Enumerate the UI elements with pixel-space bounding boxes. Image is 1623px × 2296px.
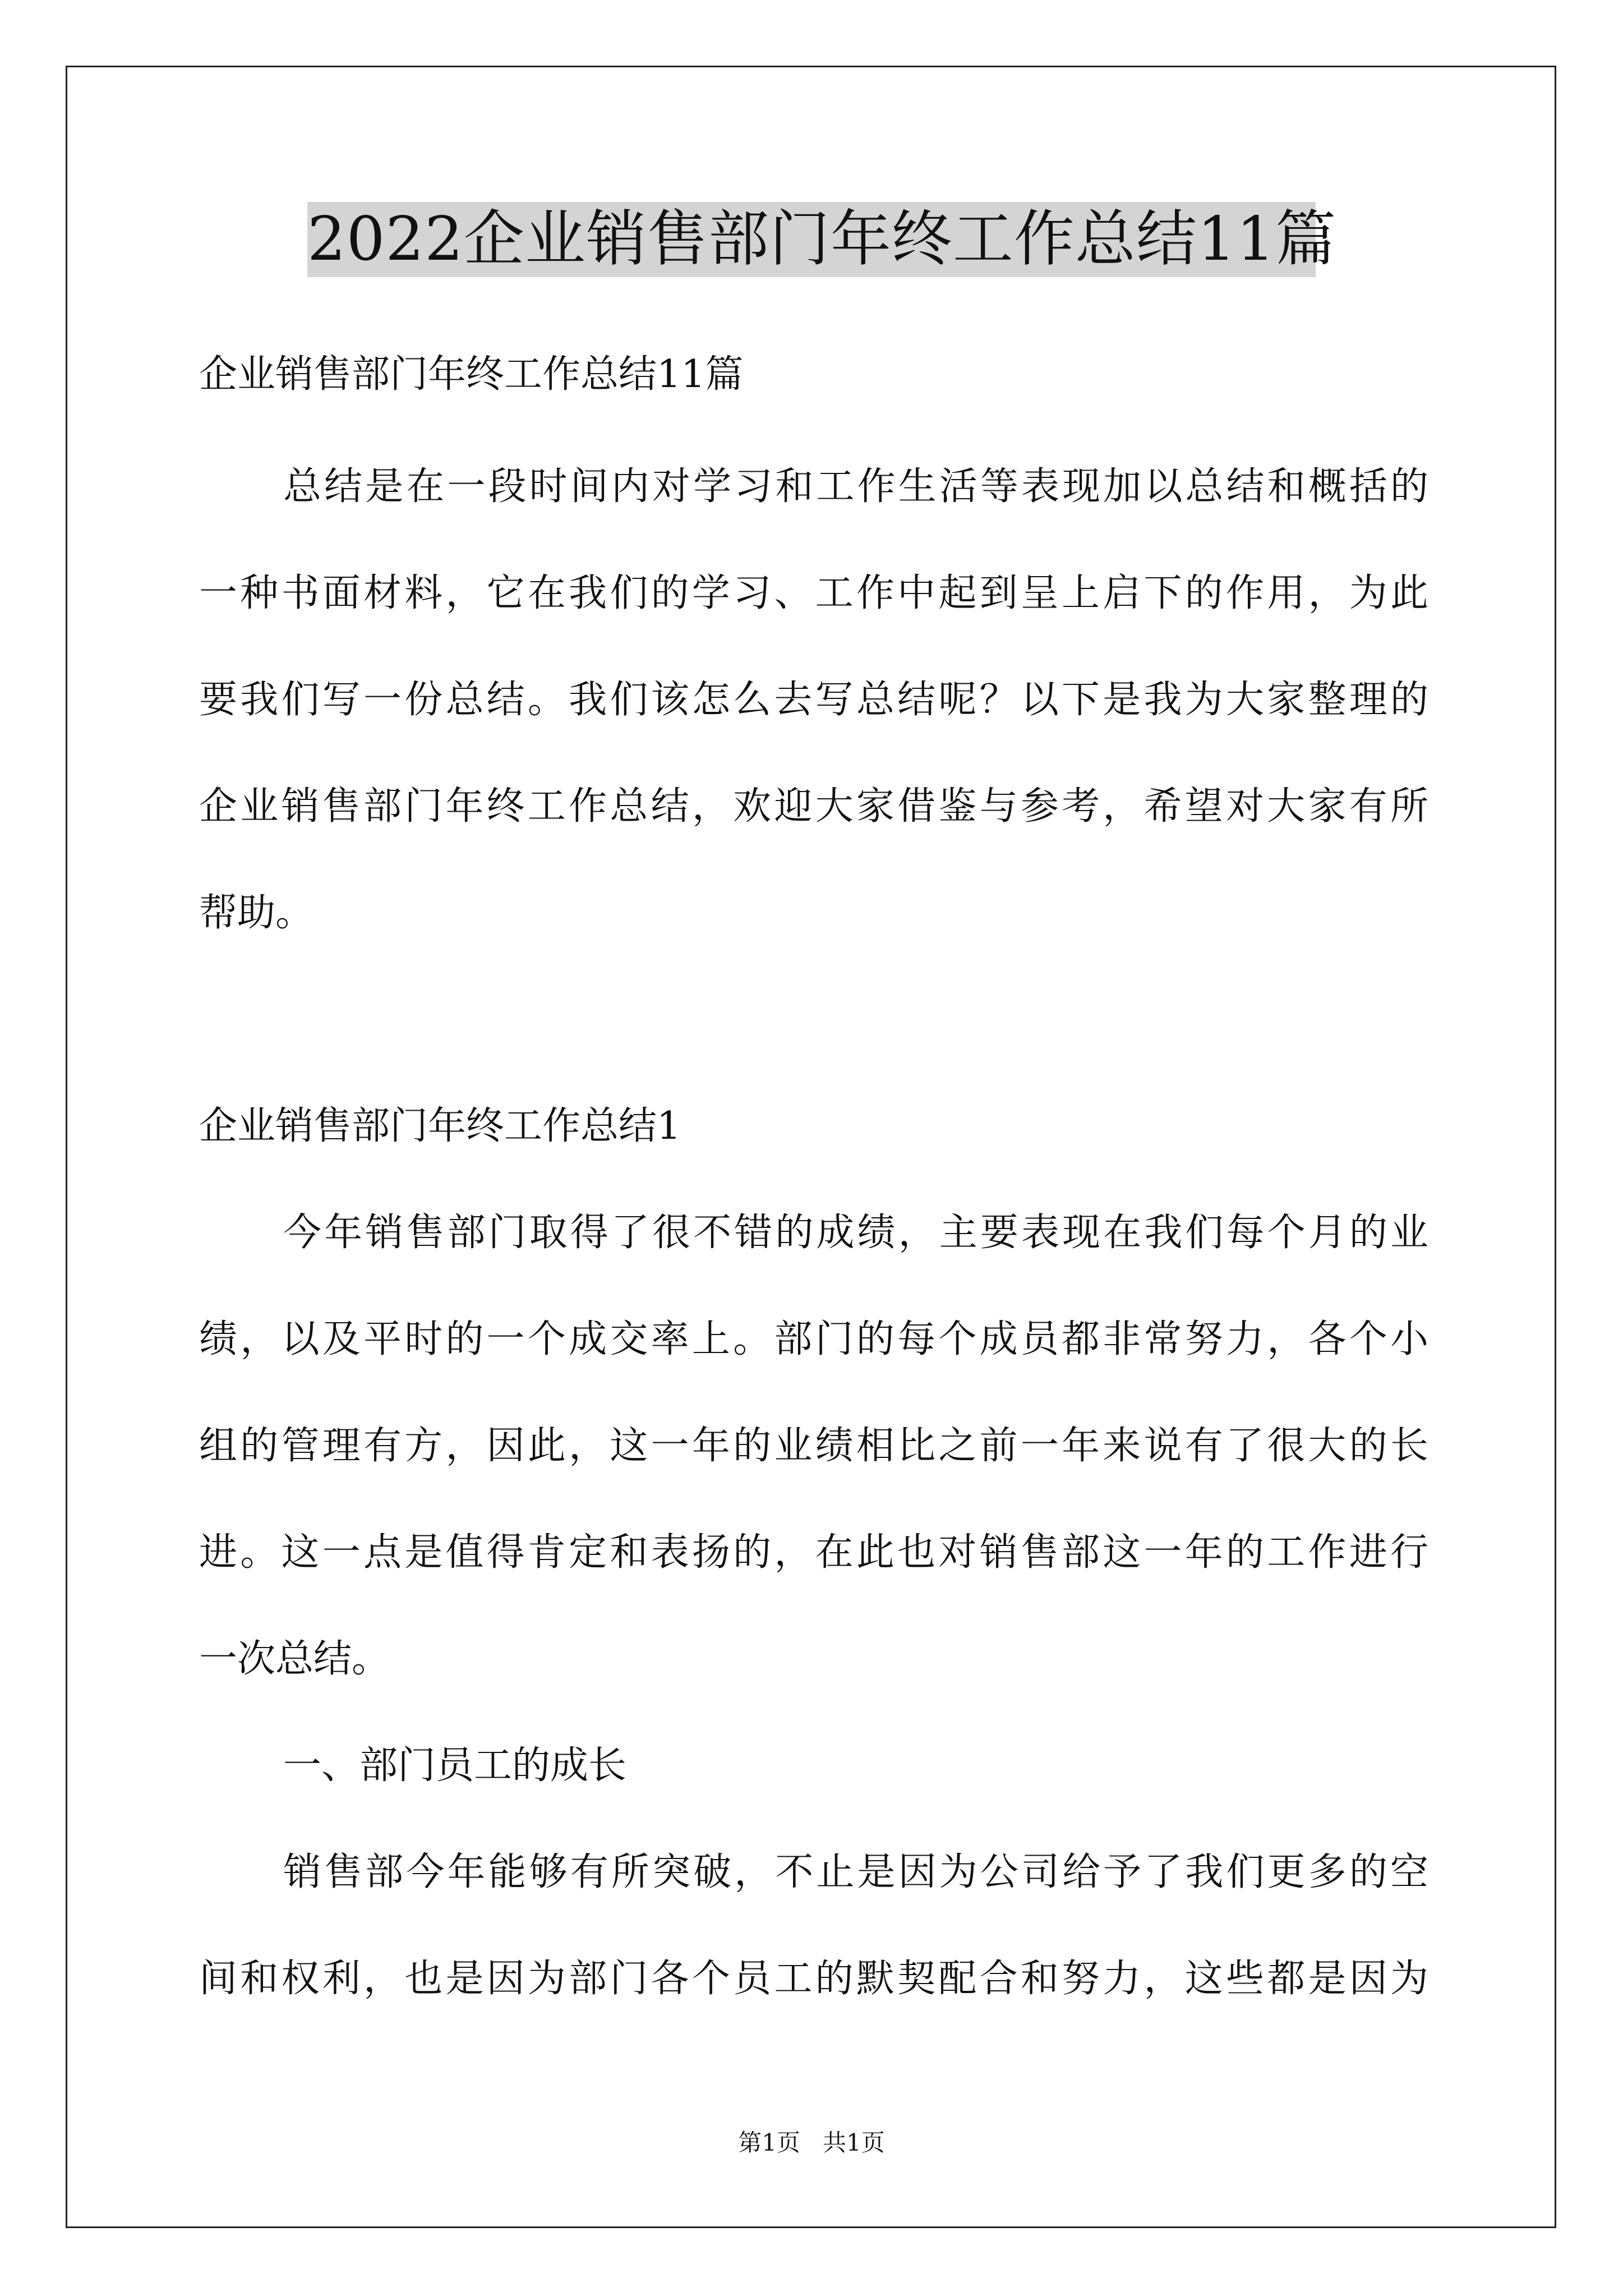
intro-line: 要我们写一份总结。我们该怎么去写总结呢？以下是我为大家整理的 [199,678,1428,722]
body-line: 销售部今年能够有所突破，不止是因为公司给予了我们更多的空 [283,1850,1428,1894]
intro-line: 帮助。 [199,891,314,935]
document-title: 2022企业销售部门年终工作总结11篇 [307,202,1316,277]
intro-line: 一种书面材料，它在我们的学习、工作中起到呈上启下的作用，为此 [199,571,1428,615]
body-line: 一次总结。 [199,1637,390,1681]
intro-line: 总结是在一段时间内对学习和工作生活等表现加以总结和概括的 [283,464,1428,509]
page-footer: 第1页 共1页 [738,2129,885,2156]
subsection-heading: 一、部门员工的成长 [283,1743,627,1788]
body-line: 今年销售部门取得了很不错的成绩，主要表现在我们每个月的业 [283,1211,1428,1255]
document-subtitle: 企业销售部门年终工作总结11篇 [199,352,744,397]
body-line: 进。这一点是值得肯定和表扬的，在此也对销售部这一年的工作进行 [199,1530,1428,1575]
body-line: 间和权利，也是因为部门各个员工的默契配合和努力，这些都是因为 [199,1957,1428,2001]
body-line: 组的管理有方，因此，这一年的业绩相比之前一年来说有了很大的长 [199,1424,1428,1468]
section-heading: 企业销售部门年终工作总结1 [199,1104,681,1148]
intro-line: 企业销售部门年终工作总结，欢迎大家借鉴与参考，希望对大家有所 [199,784,1428,829]
body-line: 绩，以及平时的一个成交率上。部门的每个成员都非常努力，各个小 [199,1317,1428,1361]
